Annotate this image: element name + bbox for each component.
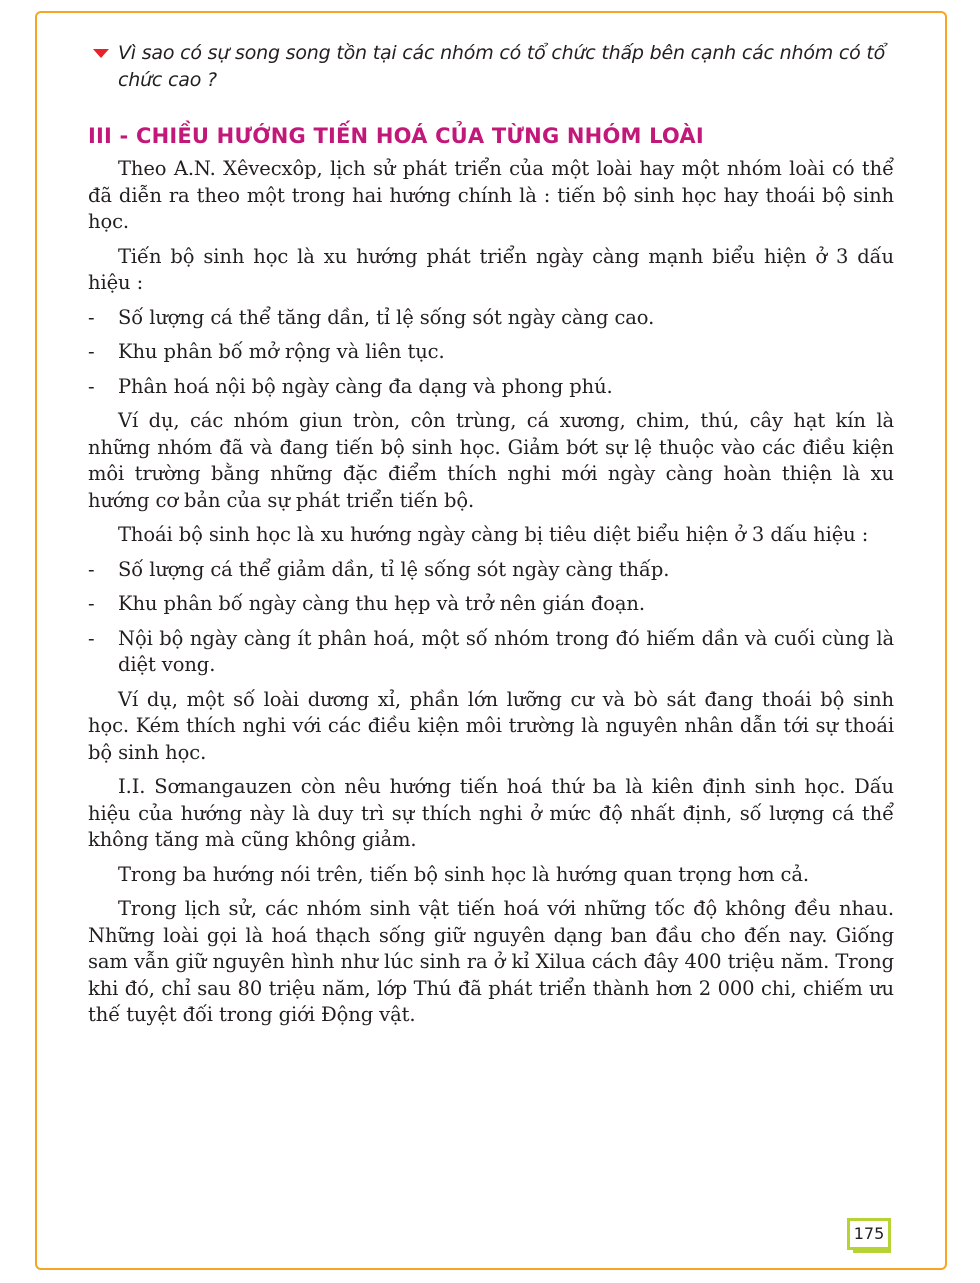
red-triangle-bullet-icon [93,49,109,58]
dash-bullet: - [88,557,95,581]
paragraph-regress-definition: Thoái bộ sinh học là xu hướng ngày càng bị tiêu diệt biểu hiện ở 3 dấu hiệu : [118,523,869,546]
dash-bullet: - [88,374,95,398]
paragraph-stabilization: I.I. Sơmangauzen còn nêu hướng tiến hoá thứ ba là kiên định sinh học. Dấu hiệu của hướng này là duy trì sự thích nghi ở mức độ nhất định, số lượng cá thể không tăng mà cũng không giảm. [88,775,894,851]
section-heading: III - CHIỀU HƯỚNG TIẾN HOÁ CỦA TỪNG NHÓM LOÀI [88,124,704,148]
dash-bullet: - [88,340,95,363]
dash-bullet: - [88,626,95,650]
dash-bullet: - [88,305,95,329]
paragraph-regress-example: Ví dụ, một số loài dương xỉ, phần lớn lưỡng cư và bò sát đang thoái bộ sinh học. Kém thích nghi với các điều kiện môi trường là nguyên nhân dẫn tới sự thoái bộ sinh học. [88,687,894,764]
list-item: - Khu phân bố mở rộng và liên tục. [88,339,894,366]
review-question [88,40,894,94]
paragraph-progress-example: Ví dụ, các nhóm giun tròn, côn trùng, cá xương, chim, thú, cây hạt kín là những nhóm đã và đang tiến bộ sinh học. Giảm bớt sự lệ thuộc vào các điều kiện môi trường bằng những đặc điểm thích nghi mới ngày càng hoàn thiện là xu hướng cơ bản của sự phát triển tiến bộ. [88,409,894,512]
paragraph-conclusion: Trong ba hướng nói trên, tiến bộ sinh học là hướng quan trọng hơn cả. [118,862,809,886]
page-number: 175 [847,1218,891,1250]
page-content [88,40,894,1037]
paragraph-progress-definition: Tiến bộ sinh học là xu hướng phát triển ngày càng mạnh biểu hiện ở 3 dấu hiệu : [88,244,894,294]
dash-bullet: - [88,592,95,615]
list-item: - Khu phân bố ngày càng thu hẹp và trở nên gián đoạn. [88,591,894,618]
question-text: Vì sao có sự song song tồn tại các nhóm có tổ chức thấp bên cạnh các nhóm có tổ chức cao ? [118,42,886,91]
list-item: - Số lượng cá thể giảm dần, tỉ lệ sống sót ngày càng thấp. [88,557,894,584]
paragraph-history: Trong lịch sử, các nhóm sinh vật tiến hoá với những tốc độ không đều nhau. Những loài gọi là hoá thạch sống giữ nguyên dạng ban đầu cho đến nay. Giống sam vẫn giữ nguyên hình như lúc sinh ra ở kỉ Xilua cách đây 400 triệu năm. Trong khi đó, chỉ sau 80 triệu năm, lớp Thú đã phát triển thành hơn 2 000 chi, chiếm ưu thế tuyệt đối trong giới Động vật. [88,897,894,1026]
list-item: - Phân hoá nội bộ ngày càng đa dạng và phong phú. [88,374,894,401]
list-item: - Nội bộ ngày càng ít phân hoá, một số nhóm trong đó hiếm dần và cuối cùng là diệt vong. [88,626,894,676]
list-item: - Số lượng cá thể tăng dần, tỉ lệ sống sót ngày càng cao. [88,305,894,332]
paragraph-intro: Theo A.N. Xêvecxôp, lịch sử phát triển của một loài hay một nhóm loài có thể đã diễn ra theo một trong hai hướng chính là : tiến bộ sinh học hay thoái bộ sinh học. [88,157,894,233]
